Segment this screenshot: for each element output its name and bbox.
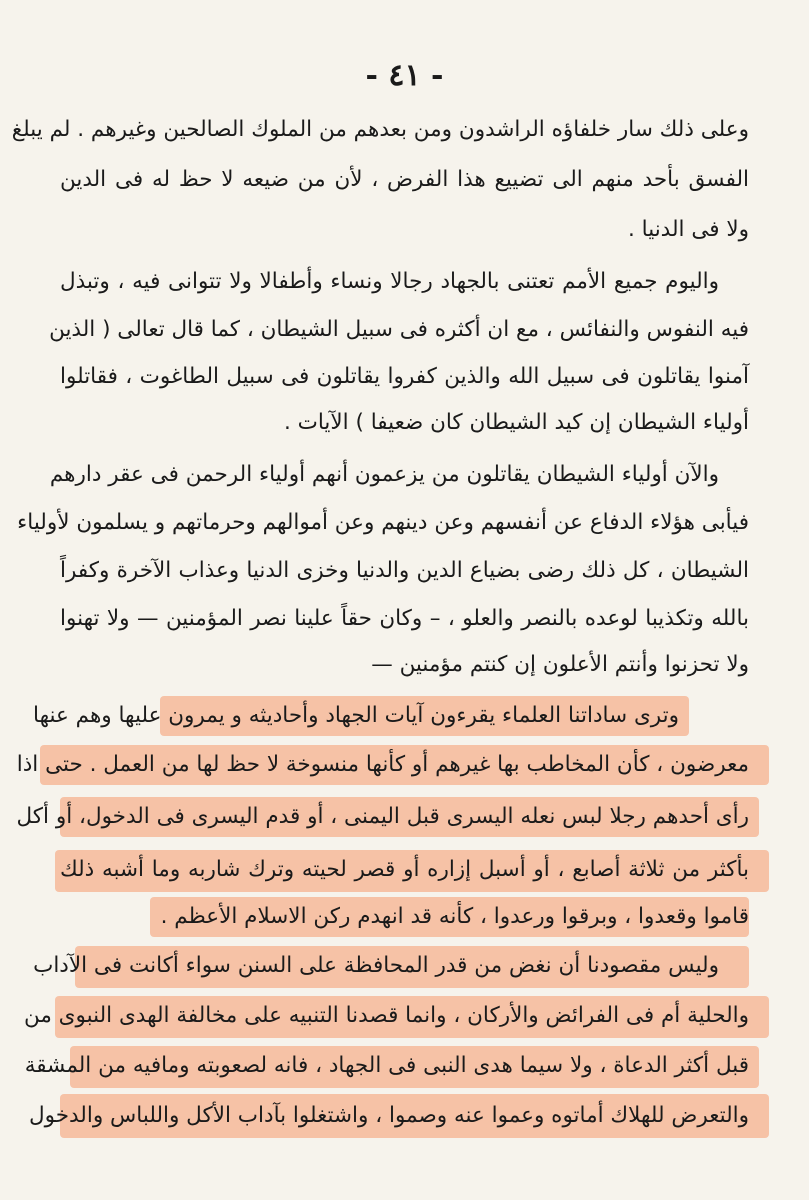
text-line: واليوم جميع الأمم تعتنى بالجهاد رجالا ونساء وأطفالا ولا تتوانى فيه ، وتبذل — [60, 269, 719, 294]
highlighted-text-line: وليس مقصودنا أن نغض من قدر المحافظة على السنن سواء أكانت فى الآداب — [33, 953, 719, 978]
text-line: آمنوا يقاتلون فى سبيل الله والذين كفروا يقاتلون فى سبيل الطاغوت ، فقاتلوا — [60, 364, 749, 389]
text-line: الفسق بأحد منهم الى تضييع هذا الفرض ، لأن من ضيعه لا حظ له فى الدين — [60, 167, 749, 192]
text-line: أولياء الشيطان إن كيد الشيطان كان ضعيفا ) الآيات . — [283, 410, 749, 435]
text-line: الشيطان ، كل ذلك رضى بضياع الدين والدنيا وخزى الدنيا وعذاب الآخرة وكفراً — [60, 558, 749, 583]
text-line: ولا فى الدنيا . — [627, 217, 749, 242]
highlighted-text-line: والحلية أم فى الفرائض والأركان ، وانما قصدنا التنبيه على مخالفة الهدى النبوى من — [23, 1003, 749, 1028]
text-line: بالله وتكذيبا لوعده بالنصر والعلو ، – وكان حقاً علينا نصر المؤمنين — ولا تهنوا — [60, 606, 749, 631]
text-line: والآن أولياء الشيطان يقاتلون من يزعمون أنهم أولياء الرحمن فى عقر دارهم — [49, 462, 719, 487]
text-line: وعلى ذلك سار خلفاؤه الراشدون ومن بعدهم من الملوك الصالحين وغيرهم . لم يبلغ — [11, 117, 749, 142]
text-line: فيأبى هؤلاء الدفاع عن أنفسهم وعن دينهم وعن أموالهم وحرماتهم و يسلمون لأولياء — [17, 510, 749, 535]
highlighted-text-line: وترى ساداتنا العلماء يقرءون آيات الجهاد وأحاديثه و يمرون عليها وهم عنها — [33, 703, 679, 728]
text-line: فيه النفوس والنفائس ، مع ان أكثره فى سبيل الشيطان ، كما قال تعالى ( الذين — [49, 317, 749, 342]
text-line: ولا تحزنوا وأنتم الأعلون إن كنتم مؤمنين — — [371, 652, 749, 677]
highlighted-text-line: معرضون ، كأن المخاطب بها غيرهم أو كأنها منسوخة لا حظ لها من العمل . حتى اذا — [16, 752, 749, 777]
highlighted-text-line: رأى أحدهم رجلا لبس نعله اليسرى قبل اليمنى ، أو قدم اليسرى فى الدخول، أو أكل — [16, 804, 749, 829]
highlighted-text-line: قبل أكثر الدعاة ، ولا سيما هدى النبى فى الجهاد ، فانه لصعوبته ومافيه من المشقة — [24, 1053, 749, 1078]
highlighted-text-line: قاموا وقعدوا ، وبرقوا ورعدوا ، كأنه قد انهدم ركن الاسلام الأعظم . — [160, 904, 749, 929]
highlighted-text-line: والتعرض للهلاك أماتوه وعموا عنه وصموا ، واشتغلوا بآداب الأكل واللباس والدخول — [29, 1103, 749, 1128]
page-number: - ٤١ - — [365, 58, 444, 93]
highlighted-text-line: بأكثر من ثلاثة أصابع ، أو أسبل إزاره أو قصر لحيته وترك شاربه وما أشبه ذلك — [60, 857, 749, 882]
